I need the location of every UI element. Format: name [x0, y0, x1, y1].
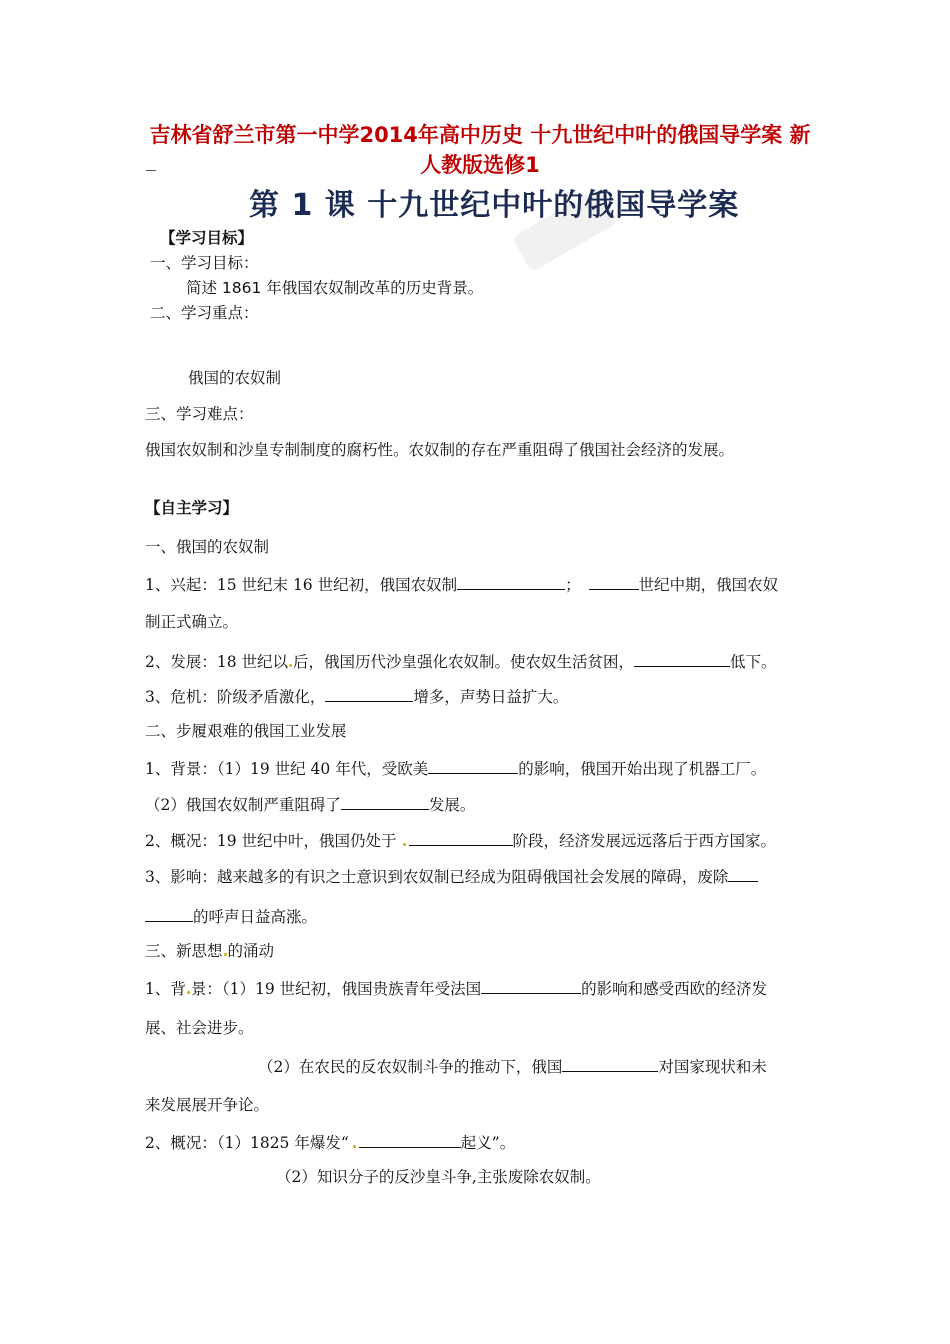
- section-2-item-3-cont: 的呼声日益高涨。: [145, 905, 317, 927]
- section-2-item-3: 3、影响：越来越多的有识之士意识到农奴制已经成为阻碍俄国社会发展的障碍，废除: [145, 865, 758, 887]
- section-3-item-1-sub-cont: 来发展展开争论。: [145, 1096, 270, 1114]
- marker-dot: [224, 953, 227, 956]
- section-3-item-1: 1、背 景：（1）19 世纪初，俄国贵族青年受法国 的影响和感受西欧的经济发: [145, 977, 767, 999]
- document-title: 吉林省舒兰市第一中学2014年高中历史 十九世纪中叶的俄国导学案 新人教版选修1: [149, 123, 811, 177]
- fill-blank[interactable]: [428, 757, 518, 774]
- section-2-item-2: 2、概况：19 世纪中叶，俄国仍处于 阶段，经济发展远远落后于西方国家。: [145, 829, 776, 851]
- goal-1-label: 一、学习目标：: [150, 254, 259, 272]
- section-3-title: 三、新思想 的涌动: [145, 942, 275, 960]
- fill-blank[interactable]: [481, 977, 581, 994]
- fill-blank[interactable]: [562, 1055, 658, 1072]
- goal-2-label: 二、学习重点：: [150, 304, 259, 322]
- fill-blank[interactable]: [728, 865, 758, 882]
- section-3-item-2-sub: （2）知识分子的反沙皇斗争,主张废除农奴制。: [276, 1168, 601, 1186]
- margin-mark: [146, 170, 156, 171]
- marker-dot: [403, 843, 406, 846]
- section-1-item-1: 1、兴起：15 世纪末 16 世纪初，俄国农奴制 ； 世纪中期，俄国农奴: [145, 573, 778, 595]
- goals-heading: 【学习目标】: [160, 229, 254, 247]
- goal-3-text: 俄国农奴制和沙皇专制制度的腐朽性。农奴制的存在严重阻碍了俄国社会经济的发展。: [145, 441, 735, 459]
- self-study-heading: 【自主学习】: [145, 498, 239, 517]
- section-1-item-3: 3、危机：阶级矛盾激化， 增多，声势日益扩大。: [145, 685, 568, 707]
- fill-blank[interactable]: [589, 573, 639, 590]
- section-3-item-1-cont: 展、社会进步。: [145, 1019, 254, 1037]
- marker-dot: [353, 1145, 356, 1148]
- marker-dot: [289, 664, 292, 667]
- section-1-item-2: 2、发展：18 世纪以 后，俄国历代沙皇强化农奴制。使农奴生活贫困， 低下。: [145, 650, 777, 672]
- fill-blank[interactable]: [409, 829, 513, 846]
- goal-3-label: 三、学习难点：: [145, 405, 254, 423]
- section-2-item-1-sub: （2）俄国农奴制严重阻碍了 发展。: [145, 793, 475, 815]
- fill-blank[interactable]: [325, 685, 413, 702]
- lesson-title: 第 1 课 十九世纪中叶的俄国导学案: [249, 188, 740, 223]
- section-2-item-1: 1、背景：（1）19 世纪 40 年代，受欧美 的影响，俄国开始出现了机器工厂。: [145, 757, 766, 779]
- section-1-title: 一、俄国的农奴制: [145, 538, 270, 556]
- section-3-item-1-sub: （2）在农民的反农奴制斗争的推动下，俄国 对国家现状和未: [258, 1055, 767, 1077]
- section-3-item-2: 2、概况：（1）1825 年爆发“ 起义”。: [145, 1131, 515, 1153]
- marker-dot: [187, 991, 190, 994]
- fill-blank[interactable]: [359, 1131, 461, 1148]
- section-1-item-1-cont: 制正式确立。: [145, 613, 239, 631]
- fill-blank[interactable]: [457, 573, 565, 590]
- goal-2-text: 俄国的农奴制: [188, 369, 282, 387]
- fill-blank[interactable]: [634, 650, 730, 667]
- section-2-title: 二、步履艰难的俄国工业发展: [145, 722, 347, 740]
- fill-blank[interactable]: [145, 905, 193, 922]
- goal-1-text: 简述 1861 年俄国农奴制改革的历史背景。: [186, 279, 484, 297]
- fill-blank[interactable]: [341, 793, 429, 810]
